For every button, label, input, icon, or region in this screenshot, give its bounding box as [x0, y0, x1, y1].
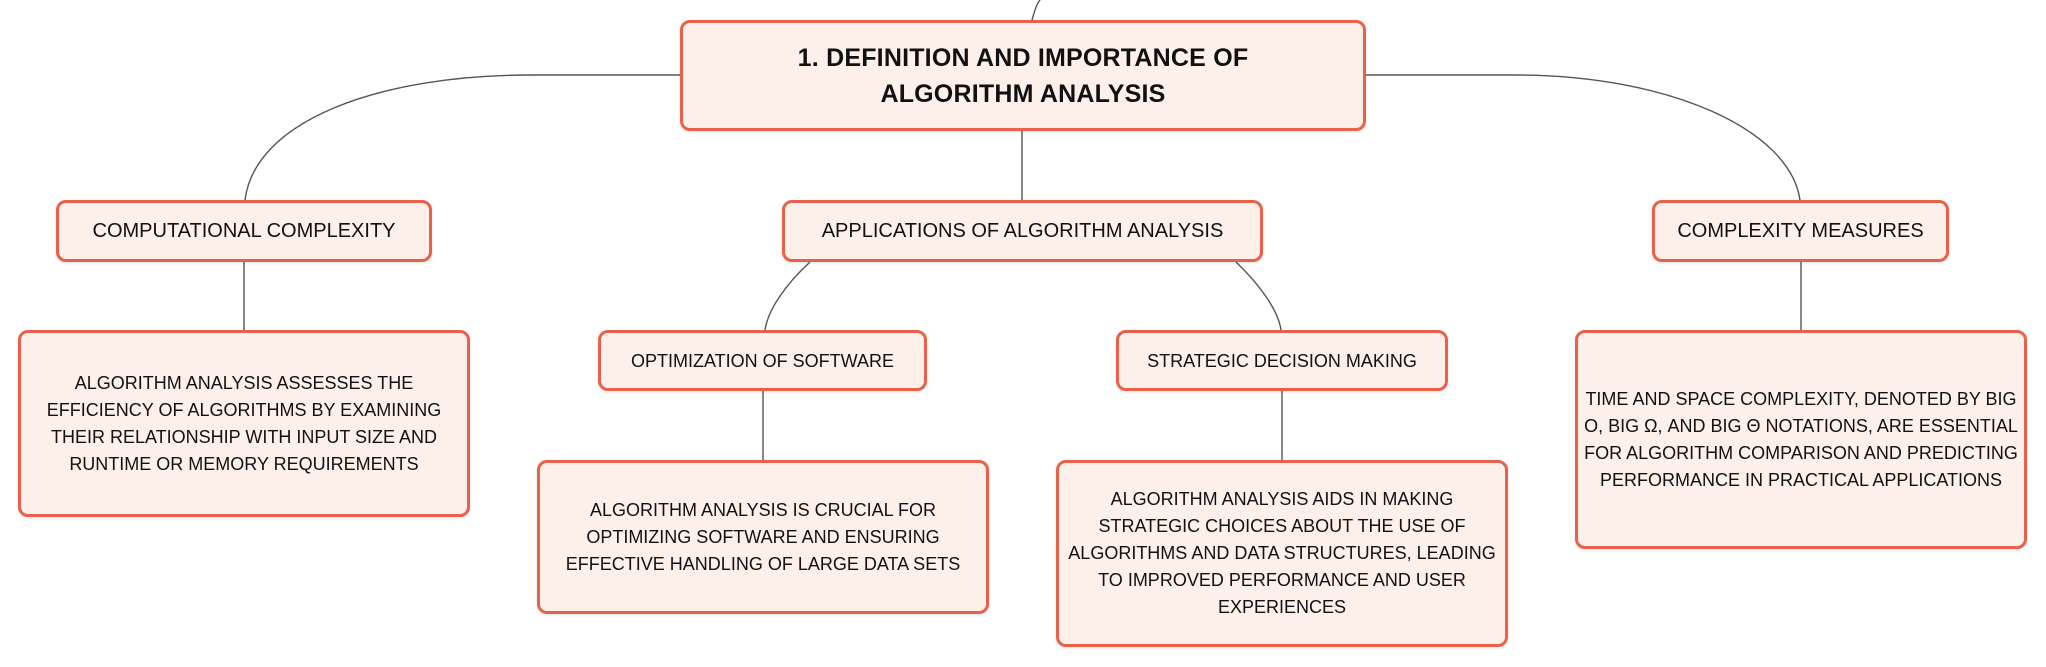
detail-computational-complexity[interactable] — [18, 330, 470, 517]
connector-root-complexity-measures — [1365, 75, 1800, 200]
connector-applications-optimization — [765, 262, 810, 330]
topic-applications-label: APPLICATIONS OF ALGORITHM ANALYSIS — [821, 220, 1224, 242]
sub-optimization-of-software[interactable] — [598, 330, 927, 391]
sub-strategic-decision-making[interactable] — [1116, 330, 1448, 391]
topic-computational-complexity-label: COMPUTATIONAL COMPLEXITY — [92, 220, 396, 242]
detail-strategic-decision-making-text: ALGORITHM ANALYSIS AIDS IN MAKING STRATEGIC CHOICES ABOUT THE USE OF ALGORITHMS AND DATA STRUCTURES, LEADING TO IMPROVED PERFORMANCE AND USER EXPERIENCES — [1068, 489, 1496, 617]
detail-complexity-measures[interactable] — [1575, 330, 2027, 549]
connector-root-computational-complexity — [245, 75, 680, 200]
topic-complexity-measures[interactable] — [1652, 200, 1949, 262]
topic-complexity-measures-label: COMPLEXITY MEASURES — [1677, 220, 1924, 242]
connector-applications-strategic — [1236, 262, 1281, 330]
detail-computational-complexity-text: ALGORITHM ANALYSIS ASSESSES THE EFFICIENCY OF ALGORITHMS BY EXAMINING THEIR RELATIONSHIP WITH INPUT SIZE AND RUNTIME OR MEMORY REQUIREMENTS — [46, 372, 442, 474]
root-node-label: 1. DEFINITION AND IMPORTANCE OF ALGORITHM ANALYSIS — [797, 43, 1249, 108]
sub-strategic-decision-making-label: STRATEGIC DECISION MAKING — [1147, 350, 1417, 371]
detail-strategic-decision-making[interactable] — [1056, 460, 1508, 647]
detail-optimization-of-software-text: ALGORITHM ANALYSIS IS CRUCIAL FOR OPTIMIZING SOFTWARE AND ENSURING EFFECTIVE HANDLING OF LARGE DATA SETS — [565, 499, 961, 574]
detail-complexity-measures-text: TIME AND SPACE COMPLEXITY, DENOTED BY BIG O, BIG Ω, AND BIG Θ NOTATIONS, ARE ESSENTIAL FOR ALGORITHM COMPARISON AND PREDICTING PERFORMANCE IN PRACTICAL APPLICATIONS — [1584, 388, 2018, 490]
topic-applications[interactable] — [782, 200, 1263, 262]
root-node[interactable] — [680, 20, 1366, 131]
topic-computational-complexity[interactable] — [56, 200, 432, 262]
connector-incoming-root — [1032, 0, 1040, 20]
detail-optimization-of-software[interactable] — [537, 460, 989, 614]
sub-optimization-of-software-label: OPTIMIZATION OF SOFTWARE — [631, 350, 894, 371]
